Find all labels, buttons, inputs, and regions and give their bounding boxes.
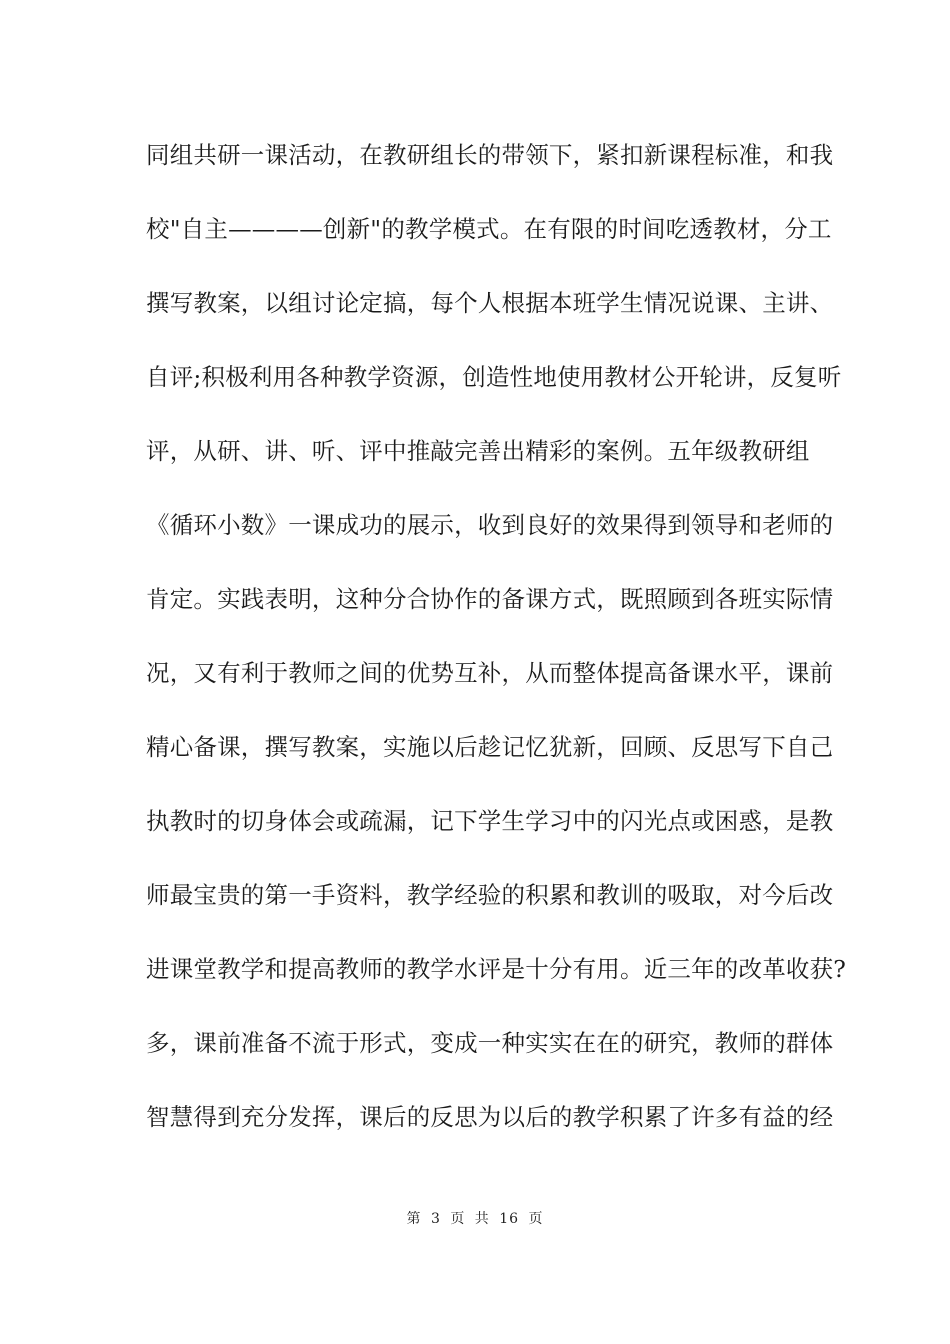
text-line: 况，又有利于教师之间的优势互补，从而整体提高备课水平，课前 — [146, 659, 834, 687]
footer-total-pages: 16 — [499, 1211, 520, 1227]
text-line: 撰写教案，以组讨论定搞，每个人根据本班学生情况说课、主讲、 — [146, 289, 834, 317]
text-line: 执教时的切身体会或疏漏，记下学生学习中的闪光点或困惑，是教 — [146, 807, 834, 835]
text-line: 校"自主————创新"的教学模式。在有限的时间吃透教材，分工 — [146, 215, 832, 243]
text-line: 精心备课，撰写教案，实施以后趁记忆犹新，回顾、反思写下自己 — [146, 733, 834, 761]
text-line: 自评;积极利用各种教学资源，创造性地使用教材公开轮讲，反复听 — [146, 363, 842, 391]
text-line: 进课堂教学和提高教师的教学水评是十分有用。近三年的改革收获? — [146, 955, 847, 983]
text-line: 同组共研一课活动，在教研组长的带领下，紧扣新课程标准，和我 — [146, 141, 834, 169]
footer-prefix: 第 — [406, 1211, 422, 1227]
text-line: 师最宝贵的第一手资料，教学经验的积累和教训的吸取，对今后改 — [146, 881, 834, 909]
text-line: 智慧得到充分发挥，课后的反思为以后的教学积累了许多有益的经 — [146, 1103, 834, 1131]
body-text — [146, 134, 847, 1170]
text-line: 《循环小数》一课成功的展示，收到良好的效果得到领导和老师的 — [146, 511, 834, 539]
text-line: 评，从研、讲、听、评中推敲完善出精彩的案例。五年级教研组 — [146, 437, 810, 465]
footer-total-label: 共 — [474, 1211, 490, 1227]
page-footer — [0, 1208, 950, 1228]
footer-page-unit: 页 — [450, 1211, 466, 1227]
footer-current-page: 3 — [430, 1211, 441, 1227]
text-line: 肯定。实践表明，这种分合协作的备课方式，既照顾到各班实际情 — [146, 585, 834, 613]
footer-suffix: 页 — [528, 1211, 544, 1227]
text-line: 多，课前准备不流于形式，变成一种实实在在的研究，教师的群体 — [146, 1029, 834, 1057]
